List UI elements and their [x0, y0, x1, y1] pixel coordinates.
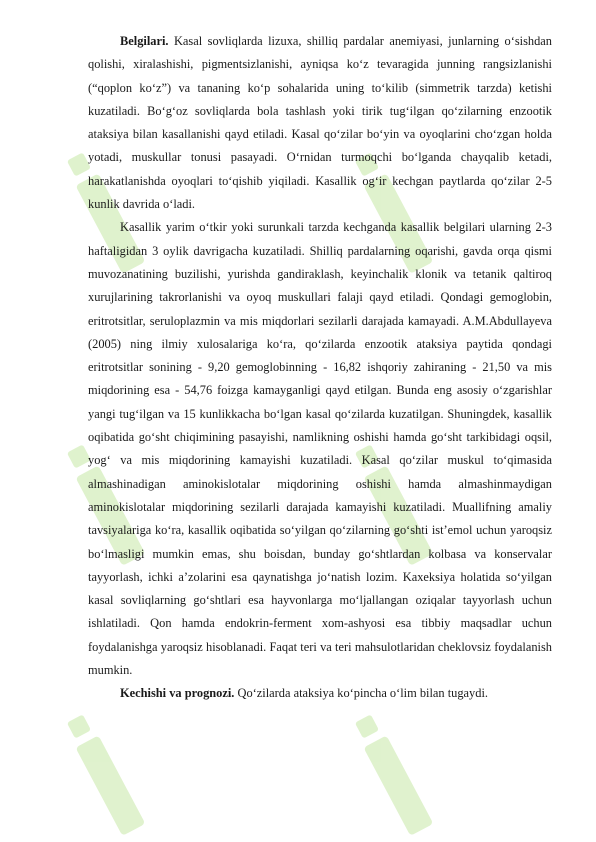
section-heading-prognosis: Kechishi va prognozi.: [120, 686, 235, 701]
document-body: [88, 30, 552, 706]
paragraph-chronic-course: [88, 216, 552, 682]
paragraph-prognosis: [88, 682, 552, 705]
paragraph-text: Kasal sovliqlarda lizuxa, shilliq pardalar anemiyasi, junlarning oʻsishdan qolishi, xiralashishi, pigmentsizlanishi, ayniqsa koʻz tevaragida junning rangsizlanishi (“qoplon koʻz”) va tananing koʻp sohalarida uning toʻkilib (simmetrik tarzda) ketishi kuzatiladi. Boʻgʻoz sovliqlarda bola tashlash yoki tirik tugʻilgan qoʻzilarning enzootik ataksiya bilan kasallanishi qayd etiladi. Kasal qoʻzilar boʻyin va oyoqlarini choʻzgan holda yotadi, muskullar tonusi pasayadi. Oʻrnidan turmoqchi boʻlganda chayqalib ketadi, harakatlanishda oyoqlari toʻqishib yiqiladi. Kasallik ogʻir kechgan paytlarda qoʻzilar 2-5 kunlik davrida oʻladi.: [88, 34, 552, 212]
watermark-logo: [351, 711, 439, 840]
watermark-logo: [63, 711, 151, 840]
paragraph-symptoms: [88, 30, 552, 216]
paragraph-text: Qoʻzilarda ataksiya koʻpincha oʻlim bilan tugaydi.: [234, 686, 488, 701]
paragraph-text: Kasallik yarim oʻtkir yoki surunkali tarzda kechganda kasallik belgilari ularning 2-3 haftaligidan 3 oylik davrigacha kuzatiladi. Shilliq pardalarning oqarishi, gavda orqa qismi muvozanatining buzilishi, yurishda gandiraklash, keyinchalik klonik va tetanik qaltiroq xurujlarining takrorlanishi va oyoq muskullari falaji qayd etiladi. Qondagi gemoglobin, eritrotsitlar, seruloplazmin va mis miqdorlari sezilarli darajada kamayadi. A.M.Abdullayeva (2005) ning ilmiy xulosalariga koʻra, qoʻzilarda enzootik ataksiya paytida qondagi eritrotsitlar sonining - 9,20 gemoglobinning - 16,82 ishqoriy zahiraning - 21,50 va mis miqdorining esa - 54,76 foizga kamayganligi qayd etilgan. Bunda eng asosiy oʻzgarishlar yangi tugʻilgan va 15 kunlikkacha boʻlgan kasal qoʻzilarda kuzatilgan. Shuningdek, kasallik oqibatida goʻsht chiqimining pasayishi, namlikning oshishi hamda goʻsht tarkibidagi oqsil, yogʻ va mis miqdorining kamayishi kuzatiladi. Kasal qoʻzilar muskul toʻqimasida almashinadigan aminokislotalar miqdorining oshishi hamda almashinmaydigan aminokislotalar miqdorining sezilarli darajada kamayishi kuzatiladi. Muallifning amaliy tavsiyalariga koʻra, kasallik oqibatida soʻyilgan qoʻzilarning goʻshti istʼemol uchun yaroqsiz boʻlmasligi mumkin emas, shu boisdan, bunday goʻshtlardan kolbasa va konservalar tayyorlash, ichki aʼzolarini esa qaynatishga joʻnatish lozim. Kaxeksiya holatida soʻyilgan kasal sovliqlarning goʻshtlari esa hayvonlarga moʻljallangan oziqalar tayyorlash uchun ishlatiladi. Qon hamda endokrin-ferment xom-ashyosi esa tibbiy maqsadlar uchun foydalanishga yaroqsiz hisoblanadi. Faqat teri va teri mahsulotlaridan cheklovsiz foydalanish mumkin.: [88, 220, 552, 678]
section-heading-symptoms: Belgilari.: [120, 34, 169, 48]
